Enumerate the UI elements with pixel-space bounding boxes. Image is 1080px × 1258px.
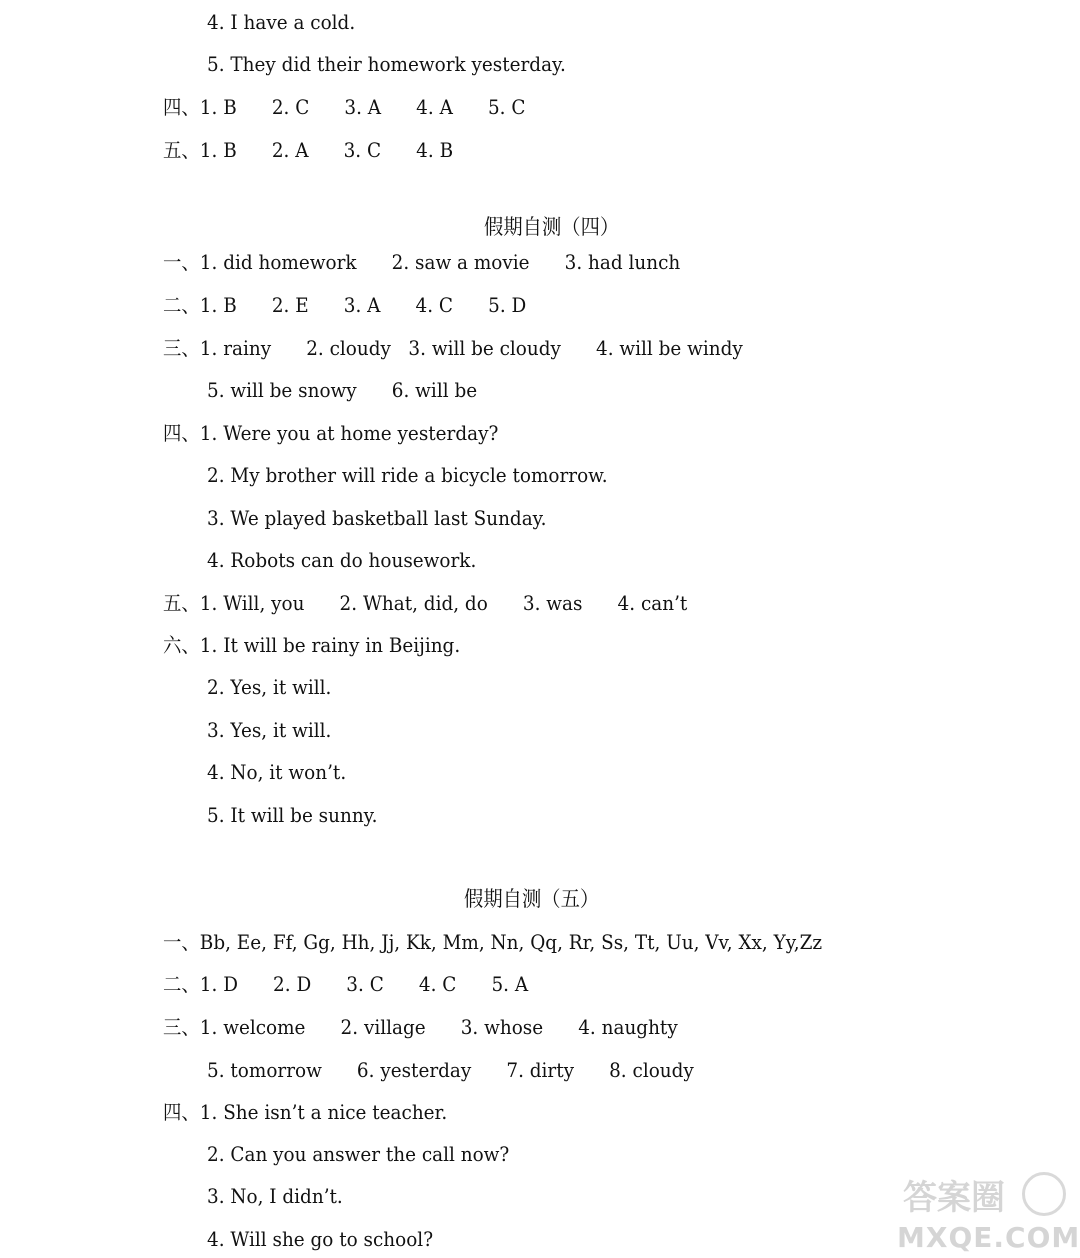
answer-line: 5. It will be sunny.: [207, 803, 378, 827]
answer-line: 五、1. B 2. A 3. C 4. B: [163, 138, 454, 162]
watermark-seal-icon: [1022, 1172, 1066, 1216]
answer-line: 一、1. did homework 2. saw a movie 3. had lunch: [163, 250, 681, 274]
answer-line: 5. will be snowy 6. will be: [207, 378, 478, 402]
answer-line: 3. We played basketball last Sunday.: [207, 506, 547, 530]
answer-line: 五、1. Will, you 2. What, did, do 3. was 4. can’t: [163, 591, 688, 615]
answer-line: 2. My brother will ride a bicycle tomorrow.: [207, 463, 608, 487]
watermark-cn-text: 答案圈: [903, 1178, 1005, 1218]
answer-line: 三、1. welcome 2. village 3. whose 4. naughty: [163, 1015, 678, 1039]
watermark-logo: [897, 1168, 1080, 1254]
answer-line: 二、1. B 2. E 3. A 4. C 5. D: [163, 293, 527, 317]
answer-line: 5. tomorrow 6. yesterday 7. dirty 8. cloudy: [207, 1058, 694, 1082]
answer-line: 六、1. It will be rainy in Beijing.: [163, 633, 461, 657]
answer-line: 4. Will she go to school?: [207, 1227, 434, 1251]
watermark-site-text: MXQE.COM: [897, 1221, 1080, 1254]
answer-line: 4. No, it won’t.: [207, 760, 347, 784]
answer-line: 3. Yes, it will.: [207, 718, 332, 742]
answer-line: 4. Robots can do housework.: [207, 548, 477, 572]
answer-line: 一、Bb, Ee, Ff, Gg, Hh, Jj, Kk, Mm, Nn, Qq, Rr, Ss, Tt, Uu, Vv, Xx, Yy,Zz: [163, 930, 823, 954]
answer-line: 4. I have a cold.: [207, 10, 356, 34]
answer-line: 2. Can you answer the call now?: [207, 1142, 510, 1166]
answer-line: 二、1. D 2. D 3. C 4. C 5. A: [163, 972, 529, 996]
answer-line: 5. They did their homework yesterday.: [207, 52, 566, 76]
answer-line: 四、1. She isn’t a nice teacher.: [163, 1100, 448, 1124]
answer-line: 3. No, I didn’t.: [207, 1184, 343, 1208]
section-title: 假期自测（四）: [484, 215, 620, 239]
answer-line: 三、1. rainy 2. cloudy 3. will be cloudy 4. will be windy: [163, 336, 743, 360]
answer-line: 2. Yes, it will.: [207, 675, 332, 699]
section-title: 假期自测（五）: [464, 887, 600, 911]
answer-line: 四、1. B 2. C 3. A 4. A 5. C: [163, 95, 526, 119]
answer-line: 四、1. Were you at home yesterday?: [163, 421, 499, 445]
